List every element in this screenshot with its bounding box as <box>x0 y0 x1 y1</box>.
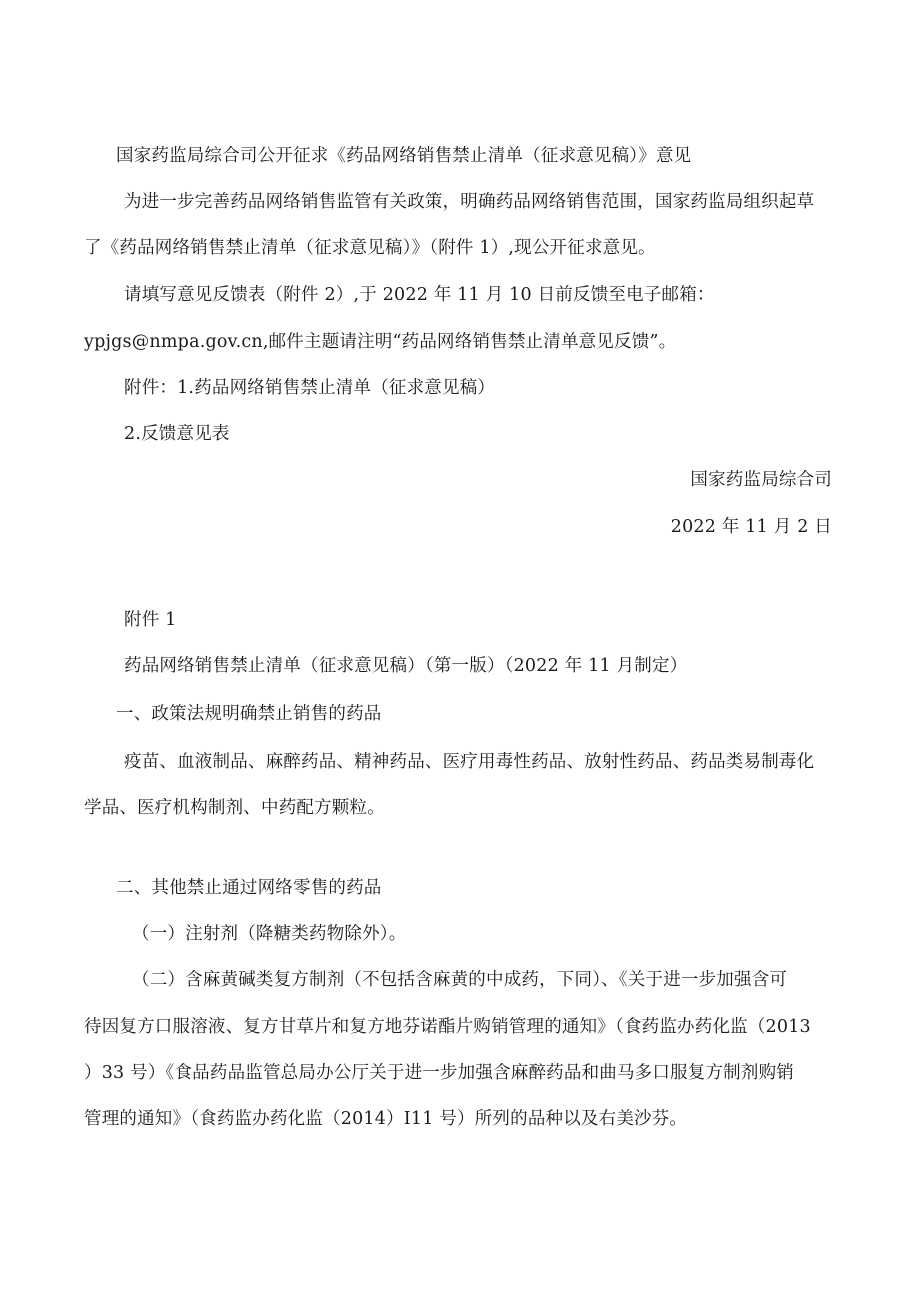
signature-date: 2022 年 11 月 2 日 <box>670 517 832 537</box>
section-2-item-2-line-1: （二）含麻黄碱类复方制剂（不包括含麻黄的中成药，下同）、《关于进一步加强含可 <box>132 970 788 990</box>
section-2-item-2-line-4: 管理的通知》（食药监办药化监（2014）I11 号）所列的品种以及右美沙芬。 <box>84 1109 688 1129</box>
signature-organization: 国家药监局综合司 <box>690 470 832 490</box>
attachment-item-2: 2.反馈意见表 <box>124 424 230 444</box>
section-2-heading: 二、其他禁止通过网络零售的药品 <box>116 878 382 898</box>
section-2-item-2-line-2: 待因复方口服溶液、复方甘草片和复方地芬诺酯片购销管理的通知》（食药监办药化监（2013 <box>84 1017 811 1037</box>
notice-paragraph-2-line-1: 请填写意见反馈表（附件 2）,于 2022 年 11 月 10 日前反馈至电子邮箱： <box>124 285 715 305</box>
section-1-line-1: 疫苗、血液制品、麻醉药品、精神药品、医疗用毒性药品、放射性药品、药品类易制毒化 <box>124 752 815 772</box>
section-1-heading: 一、政策法规明确禁止销售的药品 <box>116 704 382 724</box>
section-2-item-1: （一）注射剂（降糖类药物除外）。 <box>132 924 407 944</box>
appendix-label: 附件 1 <box>124 610 177 630</box>
notice-paragraph-1-line-1: 为进一步完善药品网络销售监管有关政策，明确药品网络销售范围，国家药监局组织起草 <box>124 192 815 212</box>
notice-paragraph-1-line-2: 了《药品网络销售禁止清单（征求意见稿）》（附件 1）,现公开征求意见。 <box>84 238 656 258</box>
section-2-item-2-line-3: ）33 号）《食品药品监管总局办公厅关于进一步加强含麻醉药品和曲马多口服复方制剂购销 <box>84 1063 794 1083</box>
notice-title: 国家药监局综合司公开征求《药品网络销售禁止清单（征求意见稿）》意见 <box>116 146 692 166</box>
notice-paragraph-2-line-2: ypjgs@nmpa.gov.cn,邮件主题请注明“药品网络销售禁止清单意见反馈”。 <box>84 332 677 352</box>
appendix-title: 药品网络销售禁止清单（征求意见稿）（第一版）（2022 年 11 月制定） <box>124 656 688 676</box>
attachment-item-1: 附件：1.药品网络销售禁止清单（征求意见稿） <box>124 378 496 398</box>
section-1-line-2: 学品、医疗机构制剂、中药配方颗粒。 <box>84 798 385 818</box>
